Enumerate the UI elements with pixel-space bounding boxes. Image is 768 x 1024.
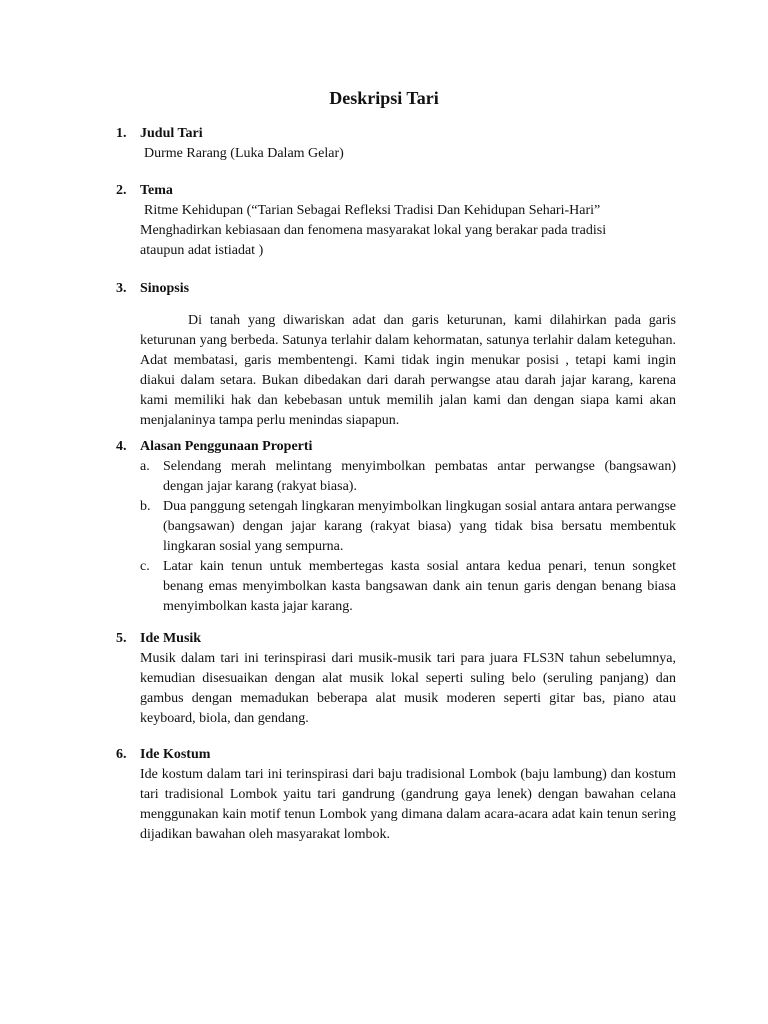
list-item xyxy=(140,557,676,617)
section-number: 5. xyxy=(116,631,127,646)
page-title: Deskripsi Tari xyxy=(329,88,439,108)
list-item-letter: c. xyxy=(140,559,150,574)
section-heading: Sinopsis xyxy=(140,281,190,296)
section-ide-kostum xyxy=(116,745,676,845)
list-item-text: Latar kain tenun untuk membertegas kasta sosial antara kedua penari, tenun songket benang emas menyimbolkan kasta bangsawan dank ain tenun garis dengan benang biasa menyimbolkan kasta jajar karang. xyxy=(163,559,676,614)
list-item-text: Selendang merah melintang menyimbolkan pembatas antar perwangse (bangsawan) dengan jajar karang (rakyat biasa). xyxy=(163,459,676,494)
list-item xyxy=(140,497,676,557)
section-number: 6. xyxy=(116,747,127,762)
section-heading: Ide Musik xyxy=(140,631,202,646)
section-heading: Ide Kostum xyxy=(140,747,211,762)
sinopsis-paragraph: Di tanah yang diwariskan adat dan garis keturunan, kami dilahirkan pada garis keturunan yang berbeda. Satunya terlahir dalam kehormatan, satunya terlahir dalam keteguhan. Adat membatasi, garis membentengi. Kami tidak ingin menukar posisi , tetapi kami ingin diakui dalam setara. Bukan dibedakan dari darah perwangse atau darah jajar karang, karena kami memiliki hak dan kebebasan untuk memilih jalan kami dan dengan siapa kami akan menjalaninya tampa perlu menindas siapapun. xyxy=(140,313,676,428)
list-item-text: Dua panggung setengah lingkaran menyimbolkan lingkugan sosial antara antara perwangse (bangsawan) dengan jajar karang (rakyat biasa) yang tidak bisa bersatu membentuk lingkaran sosial yang sempurna. xyxy=(163,499,676,554)
section-heading: Tema xyxy=(140,183,173,198)
list-item-letter: a. xyxy=(140,459,150,474)
section-judul-tari xyxy=(116,124,676,164)
section-properti xyxy=(116,437,676,617)
section-sinopsis xyxy=(116,279,676,431)
kostum-paragraph: Ide kostum dalam tari ini terinspirasi dari baju tradisional Lombok (baju lambung) dan kostum tari tradisional Lombok yaitu tari gandrung (gandrung gaya lenek) dengan bawahan celana menggunakan kain motif tenun Lombok yang dimana dalam acara-acara adat kain tenun sering dijadikan bawahan oleh masyarakat lombok. xyxy=(140,767,676,842)
section-tema xyxy=(116,181,676,261)
tema-line-1: Ritme Kehidupan (“Tarian Sebagai Refleksi Tradisi Dan Kehidupan Sehari-Hari” xyxy=(144,203,601,218)
section-text: Durme Rarang (Luka Dalam Gelar) xyxy=(144,146,344,161)
section-heading: Judul Tari xyxy=(140,126,203,141)
musik-paragraph: Musik dalam tari ini terinspirasi dari musik-musik tari para juara FLS3N tahun sebelumnya, kemudian disesuaikan dengan alat musik lokal seperti suling belo (seruling panjang) dan gambus dengan memadukan beberapa alat musik moderen seperti gitar bas, piano atau keyboard, biola, dan gendang. xyxy=(140,651,676,726)
section-number: 4. xyxy=(116,439,127,454)
tema-line-3: ataupun adat istiadat ) xyxy=(140,243,264,258)
section-number: 2. xyxy=(116,183,127,198)
section-number: 1. xyxy=(116,126,127,141)
section-ide-musik xyxy=(116,629,676,729)
section-number: 3. xyxy=(116,281,127,296)
section-heading: Alasan Penggunaan Properti xyxy=(140,439,313,454)
list-item-letter: b. xyxy=(140,499,151,514)
tema-line-2: Menghadirkan kebiasaan dan fenomena masyarakat lokal yang berakar pada tradisi xyxy=(140,223,607,238)
list-item xyxy=(140,457,676,497)
